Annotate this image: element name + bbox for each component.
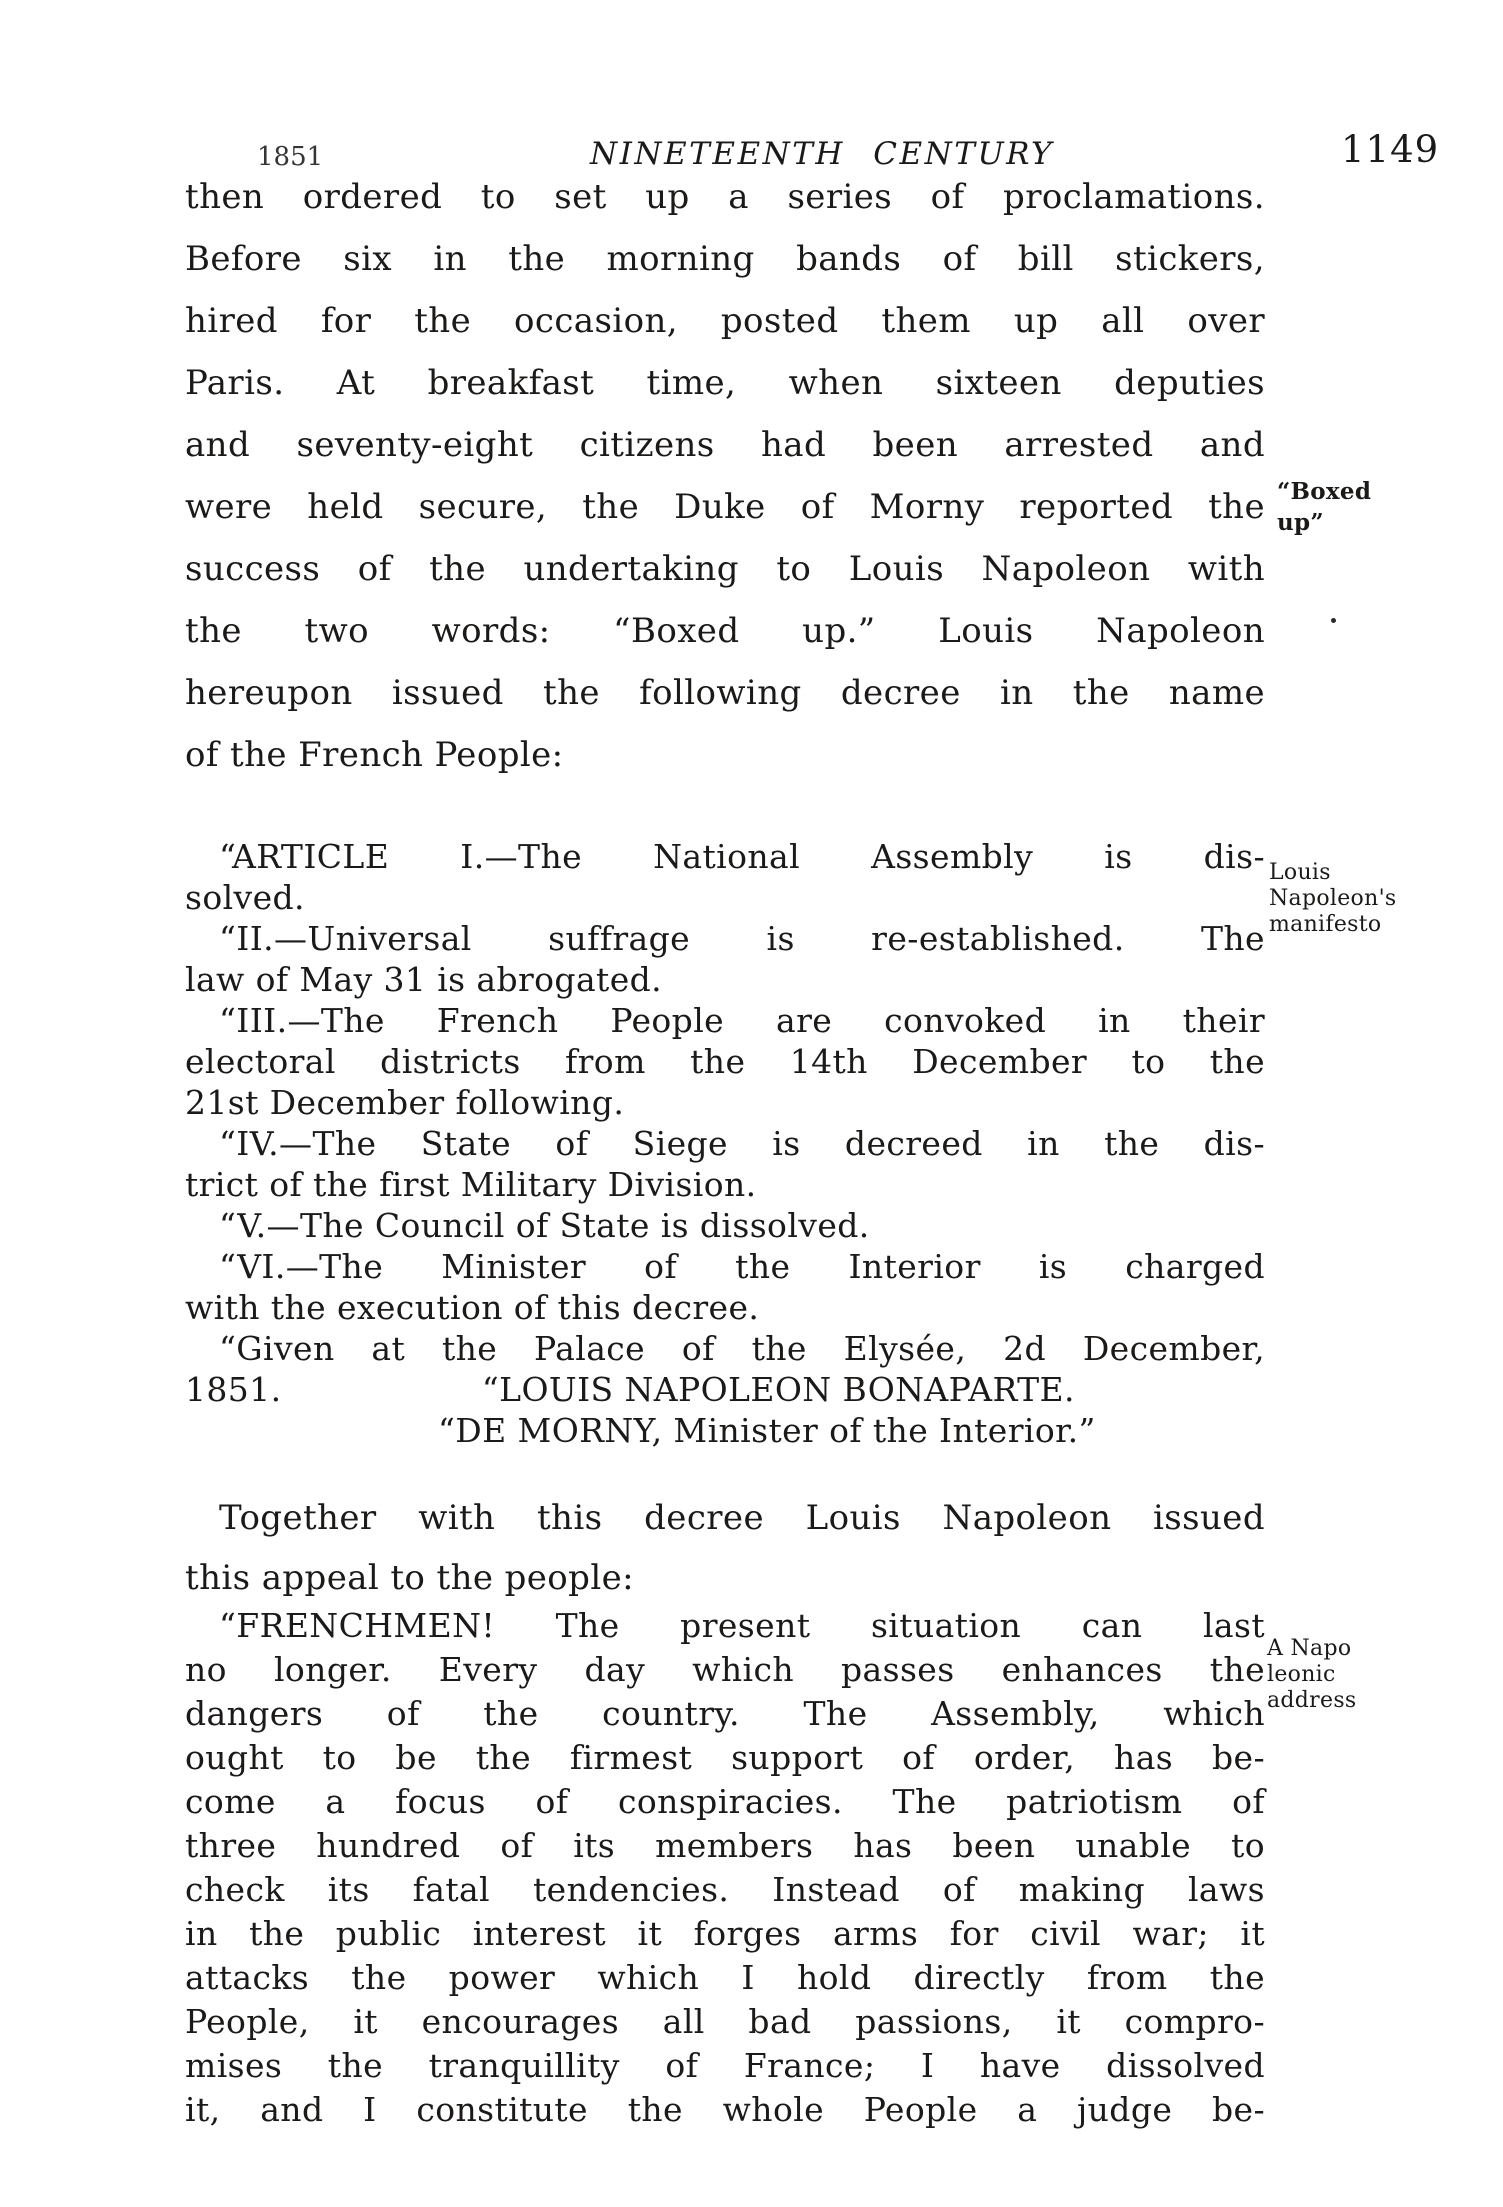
text-line: leonic	[1267, 1662, 1336, 1687]
text-line: Napoleon's	[1269, 886, 1397, 911]
ink-speck	[1331, 618, 1336, 623]
text-line: “ARTICLE I.—The National Assembly is dis-	[219, 837, 1265, 876]
text-line: attacks the power which I hold directly from the	[185, 1958, 1265, 1997]
text-line: “FRENCHMEN! The present situation can last	[219, 1606, 1265, 1645]
text-line: mises the tranquillity of France; I have dissolved	[185, 2046, 1265, 2085]
header-year-label: 1851	[257, 142, 324, 172]
body-paragraph-1	[185, 166, 1265, 786]
text-line: solved.	[185, 878, 305, 917]
text-line: in the public interest it forges arms for civil war; it	[185, 1914, 1265, 1953]
text-line: 21st December following.	[185, 1083, 625, 1122]
text-line: “Boxed	[1277, 478, 1372, 505]
text-line: “Given at the Palace of the Elysée, 2d December,	[219, 1329, 1265, 1368]
text-line: People, it encourages all bad passions, it compro-	[185, 2002, 1265, 2041]
text-line: of the French People:	[185, 735, 564, 775]
text-line: no longer. Every day which passes enhances the	[185, 1650, 1265, 1689]
text-line: it, and I constitute the whole People a judge be-	[185, 2090, 1265, 2129]
appeal-intro-paragraph	[185, 1488, 1265, 1608]
page-number: 1149	[1341, 128, 1440, 171]
text-line: the two words: “Boxed up.” Louis Napoleon	[185, 611, 1265, 651]
text-line: “V.—The Council of State is dissolved.	[219, 1206, 870, 1245]
decree-block	[185, 836, 1265, 1451]
text-line: electoral districts from the 14th December to the	[185, 1042, 1265, 1081]
text-line: this appeal to the people:	[185, 1558, 634, 1598]
text-line: check its fatal tendencies. Instead of making laws	[185, 1870, 1265, 1909]
text-line: up”	[1277, 509, 1324, 536]
text-line: then ordered to set up a series of proclamations.	[185, 177, 1265, 217]
text-line: were held secure, the Duke of Morny reported the	[185, 487, 1265, 527]
text-line: “VI.—The Minister of the Interior is charged	[219, 1247, 1265, 1286]
text-line: ought to be the firmest support of order, has be-	[185, 1738, 1265, 1777]
text-line: hired for the occasion, posted them up all over	[185, 301, 1265, 341]
text-line: 1851. “LOUIS NAPOLEON BONAPARTE.	[185, 1370, 1075, 1409]
text-line: “IV.—The State of Siege is decreed in the dis-	[219, 1124, 1265, 1163]
appeal-paragraph	[185, 1604, 1265, 2132]
text-line: “II.—Universal suffrage is re-established. The	[219, 919, 1265, 958]
text-line: “III.—The French People are convoked in their	[219, 1001, 1265, 1040]
text-line: trict of the first Military Division.	[185, 1165, 757, 1204]
text-line: manifesto	[1269, 912, 1382, 937]
text-line: with the execution of this decree.	[185, 1288, 760, 1327]
text-line: hereupon issued the following decree in the name	[185, 673, 1265, 713]
margin-note-napoleonic-address	[1267, 1636, 1447, 1714]
text-line: A Napo	[1267, 1636, 1352, 1661]
text-line: come a focus of conspiracies. The patriotism of	[185, 1782, 1265, 1821]
text-line: Before six in the morning bands of bill stickers,	[185, 239, 1265, 279]
journal-title: NINETEENTH CENTURY	[590, 136, 1054, 172]
text-line: three hundred of its members has been unable to	[185, 1826, 1265, 1865]
text-line: Louis	[1269, 860, 1331, 885]
text-line: address	[1267, 1688, 1357, 1713]
text-line: and seventy-eight citizens had been arrested and	[185, 425, 1265, 465]
text-line: Paris. At breakfast time, when sixteen deputies	[185, 363, 1265, 403]
text-line: dangers of the country. The Assembly, which	[185, 1694, 1265, 1733]
text-line: “DE MORNY, Minister of the Interior.”	[438, 1411, 1096, 1450]
margin-note-manifesto	[1269, 860, 1449, 938]
text-line: success of the undertaking to Louis Napoleon with	[185, 549, 1265, 589]
margin-note-boxed-up	[1277, 476, 1457, 538]
text-line: Together with this decree Louis Napoleon issued	[219, 1498, 1265, 1538]
text-line: law of May 31 is abrogated.	[185, 960, 663, 999]
